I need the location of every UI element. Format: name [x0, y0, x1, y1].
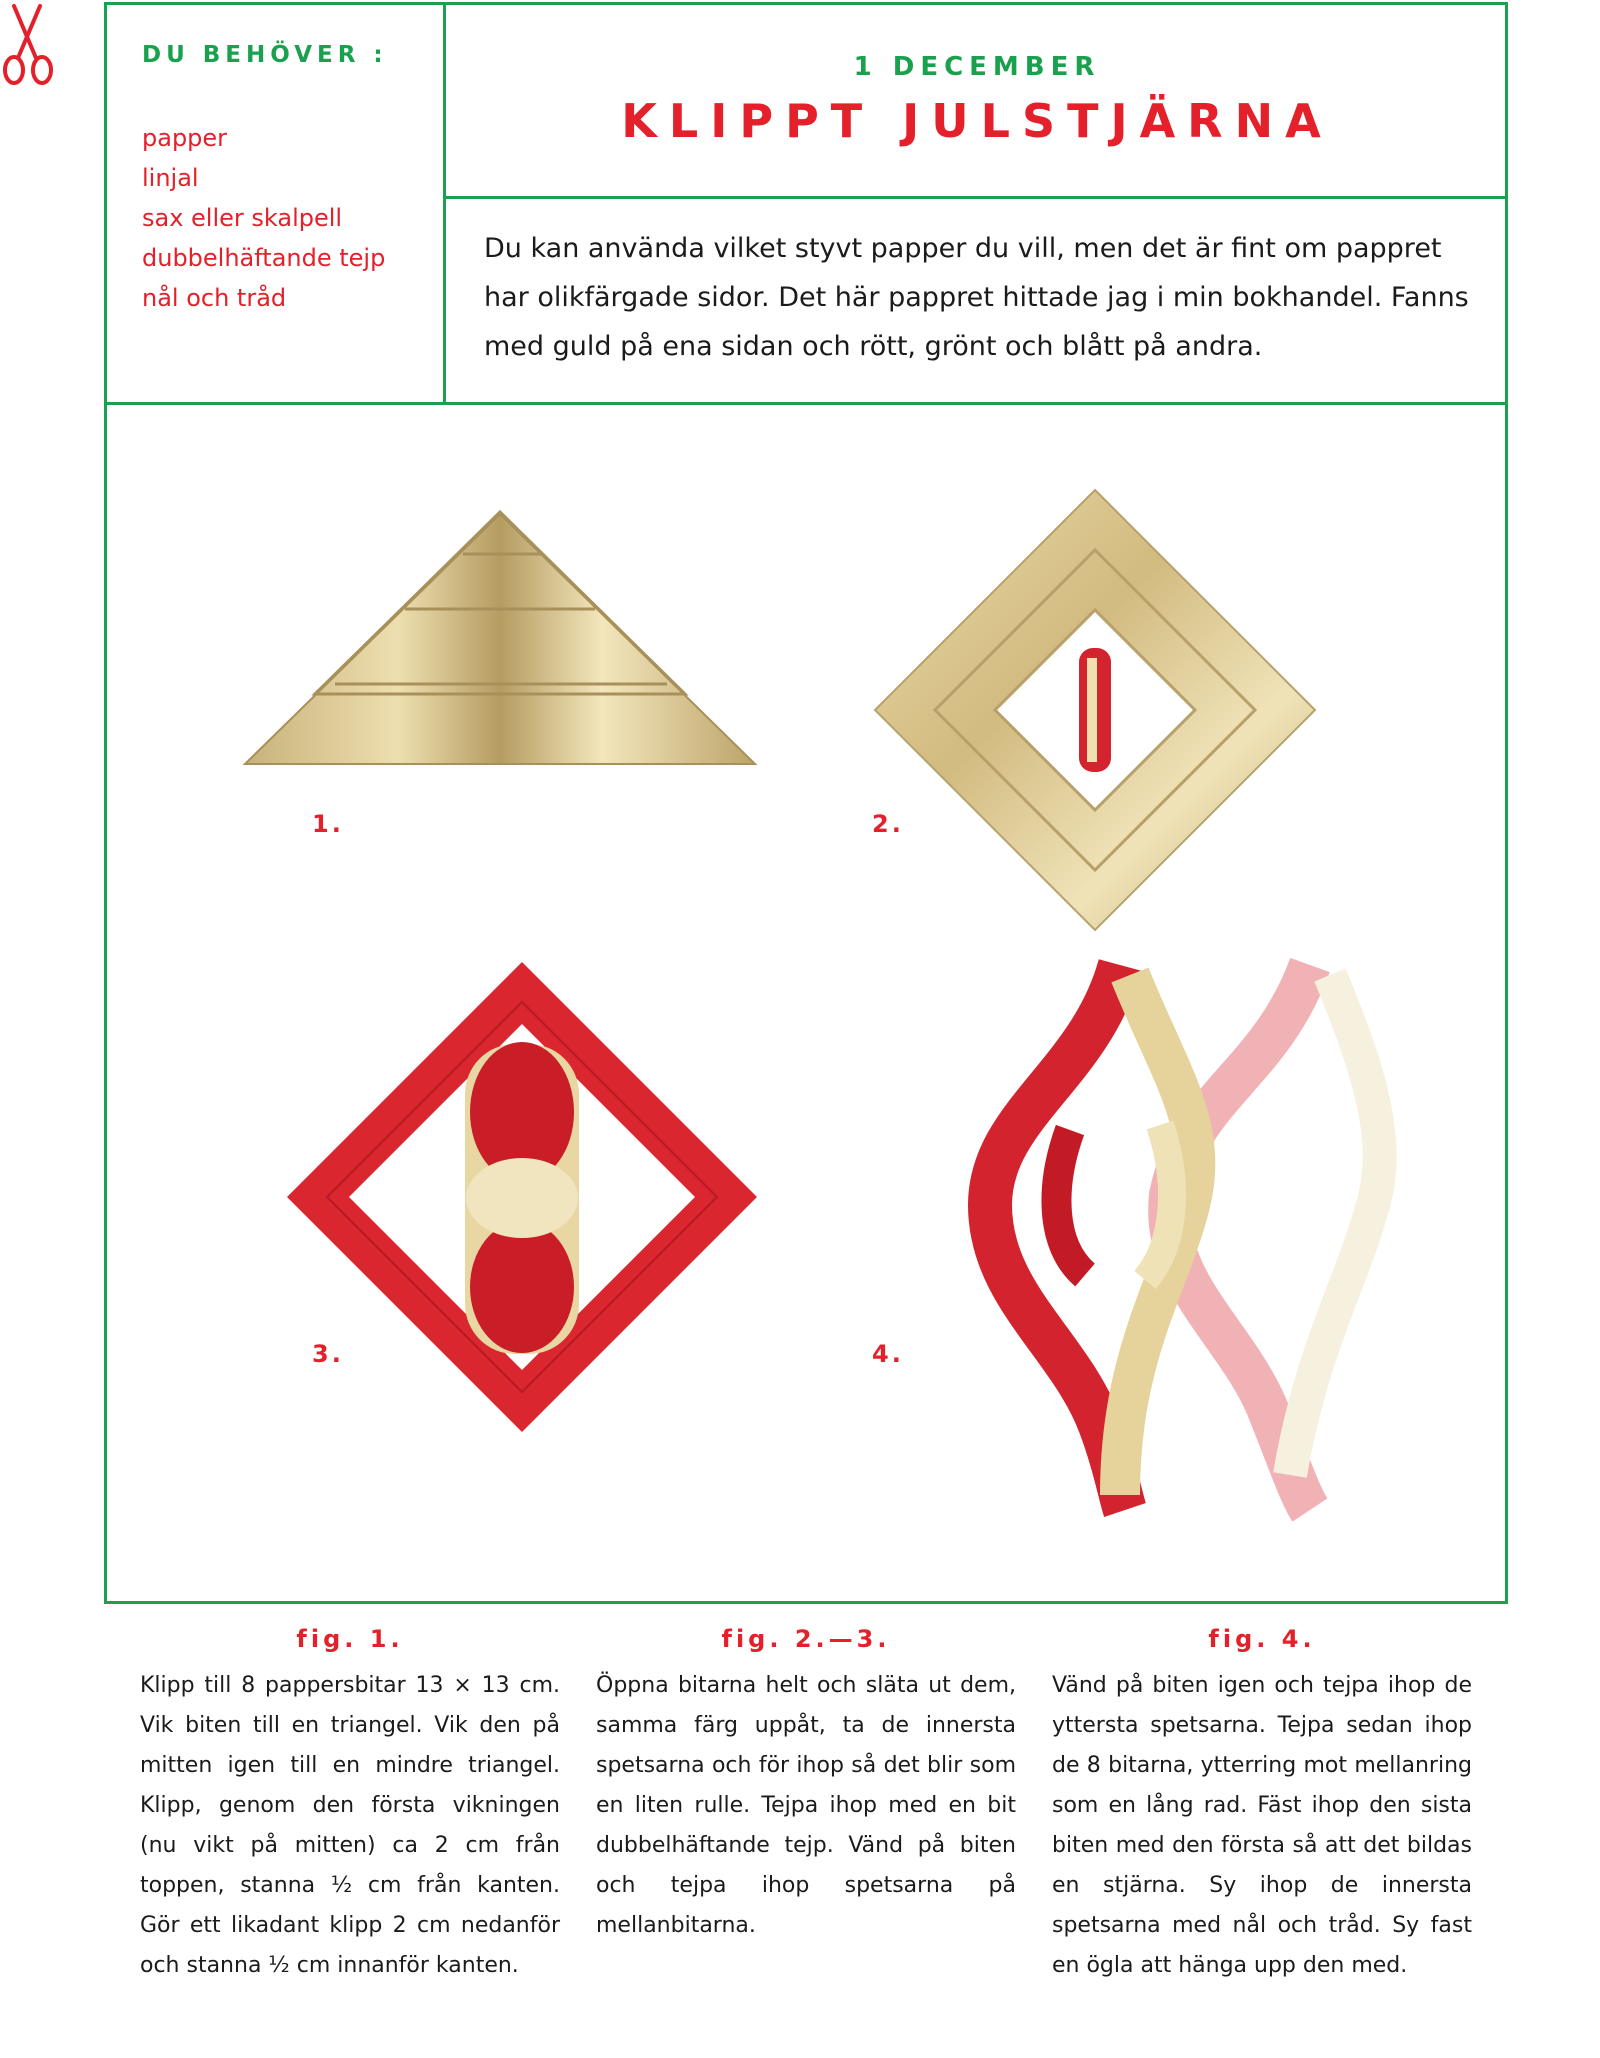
- caption-text-fig1: Klipp till 8 pappersbitar 13 × 13 cm. Vik biten till en triangel. Vik den på mitten igen till en mindre triangel. Klipp, genom den första vikningen (nu vikt på mitten) ca 2 cm från toppen, stanna ½ cm från kanten. Gör ett likadant klipp 2 cm nedanför och stanna ½ cm innanför kanten.: [140, 1673, 560, 1978]
- figure-1-gold-triangle: [245, 514, 755, 770]
- figure-label-1: 1.: [312, 810, 344, 838]
- scissors-icon: [0, 0, 62, 90]
- figure-3-red-diamond: [287, 962, 757, 1432]
- needs-list: [142, 118, 385, 318]
- caption-title-fig1: fig. 1.: [296, 1625, 404, 1653]
- figure-4-spiral-ornament: [970, 955, 1410, 1515]
- needs-title: DU BEHÖVER :: [142, 42, 388, 68]
- figure-label-2: 2.: [872, 810, 904, 838]
- caption-title-fig2-3: fig. 2.—3.: [721, 1625, 891, 1653]
- needs-item: nål och tråd: [142, 284, 287, 312]
- caption-title-fig4: fig. 4.: [1208, 1625, 1316, 1653]
- figure-2-gold-diamond: [875, 490, 1315, 930]
- frame-right: [1505, 2, 1508, 1604]
- title-divider: [443, 196, 1508, 199]
- date-heading: 1 DECEMBER: [853, 52, 1101, 82]
- needs-item: papper: [142, 124, 228, 152]
- frame-top: [104, 2, 1508, 5]
- caption-text-fig4: Vänd på biten igen och tejpa ihop de yttersta spetsarna. Tejpa sedan ihop de 8 bitarna, ytterring mot mellanring som en lång rad. Fäst ihop den sista biten med den första så att det bildas en stjärna. Sy ihop de innersta spetsarna med nål och tråd. Sy fast en ögla att hänga upp den med.: [1052, 1673, 1472, 1978]
- frame-left: [104, 2, 107, 1604]
- needs-item: dubbelhäftande tejp: [142, 244, 386, 272]
- figure-label-3: 3.: [312, 1340, 344, 1368]
- frame-bottom: [104, 1601, 1508, 1604]
- page-title: KLIPPT JULSTJÄRNA: [621, 94, 1333, 148]
- intro-text: Du kan använda vilket styvt papper du vill, men det är fint om pappret har olikfärgade sidor. Det här pappret hittade jag i min bokhandel. Fanns med guld på ena sidan och rött, grönt och blått på andra.: [484, 233, 1469, 362]
- figure-label-4: 4.: [872, 1340, 904, 1368]
- needs-item: linjal: [142, 164, 199, 192]
- caption-text-fig2-3: Öppna bitarna helt och släta ut dem, samma färg uppåt, ta de innersta spetsarna och för ihop så det blir som en liten rulle. Tejpa ihop med en bit dubbelhäftande tejp. Vänd på biten och tejpa ihop spetsarna på mellanbitarna.: [596, 1673, 1016, 1938]
- header-divider: [104, 402, 1508, 405]
- needs-item: sax eller skalpell: [142, 204, 343, 232]
